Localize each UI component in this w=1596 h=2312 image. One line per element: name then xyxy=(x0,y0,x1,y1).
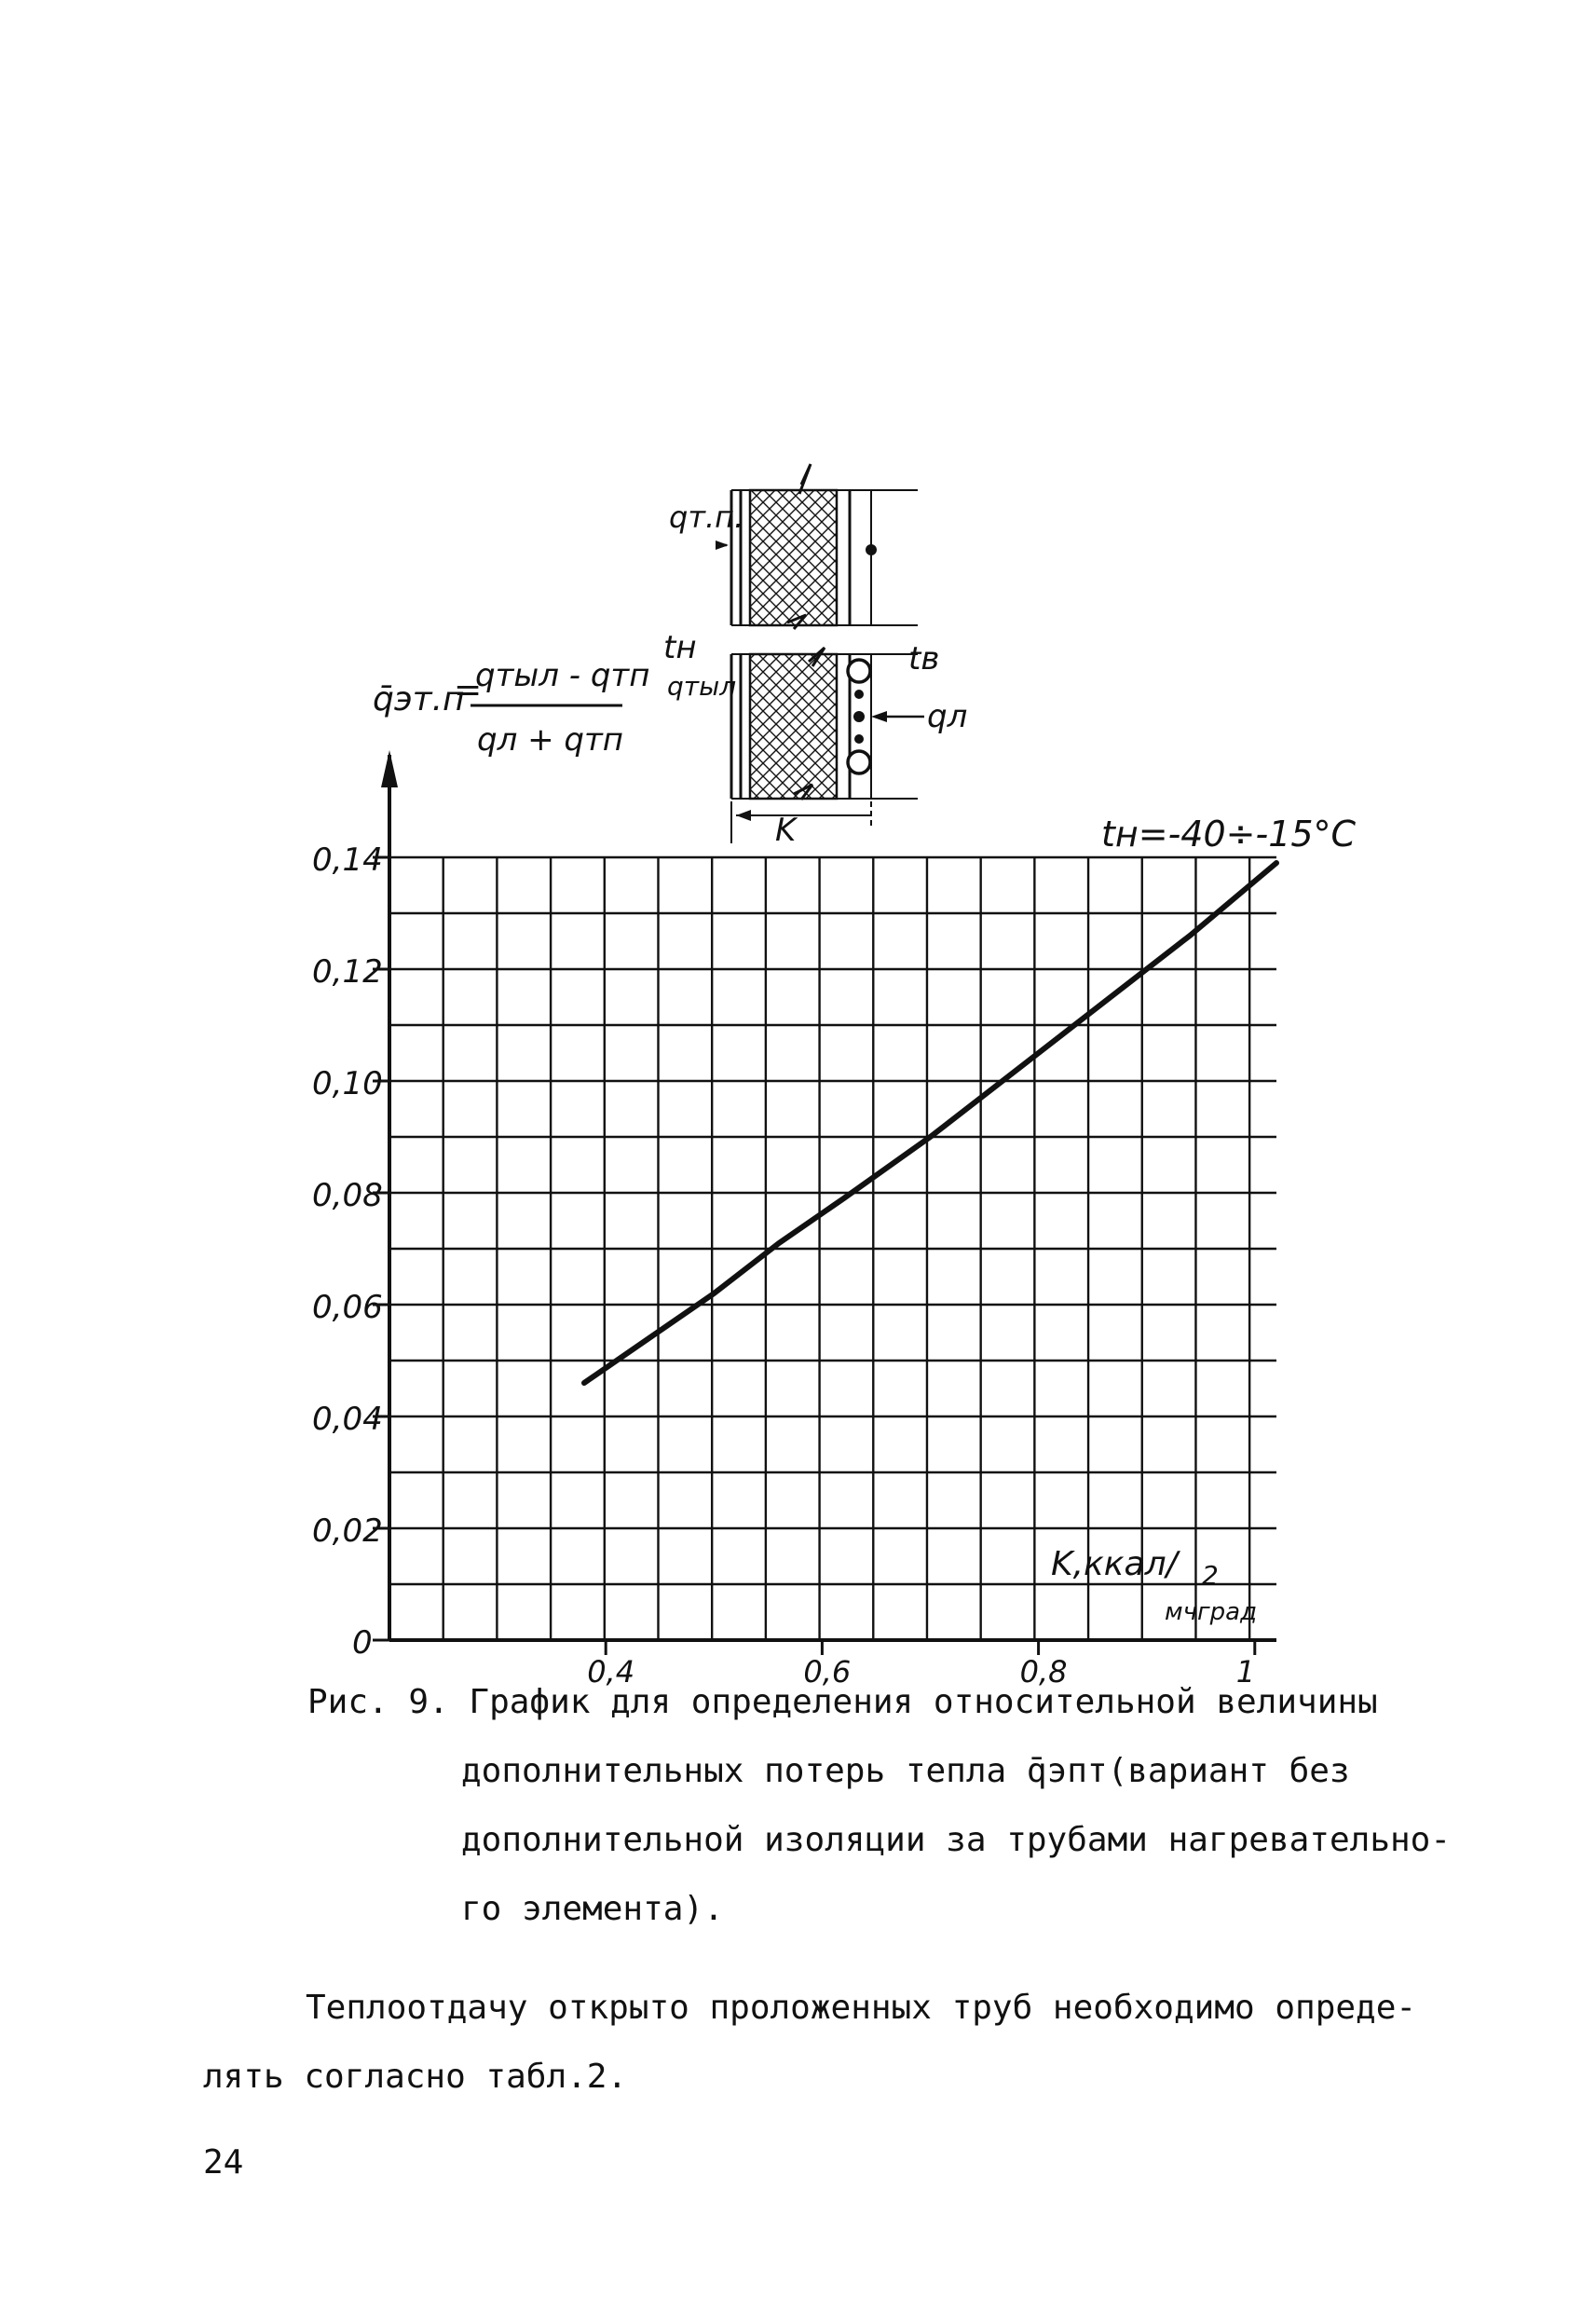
wall-diagram xyxy=(663,464,967,849)
caption-line-4: го элемента). xyxy=(461,1890,724,1928)
q-tp-label: qт.п. xyxy=(669,499,744,535)
pipe-icon xyxy=(848,660,870,682)
t-v-label: tв xyxy=(908,640,940,677)
insulation-upper xyxy=(750,490,837,625)
y-tick-label: 0,12 xyxy=(312,953,383,991)
y-tick-labels xyxy=(312,841,389,1662)
y-axis-arrow xyxy=(381,750,398,787)
formula-lhs: q̄эт.п xyxy=(373,680,465,718)
y-tick-label: 0,08 xyxy=(312,1177,383,1214)
y-tick-label: 0,14 xyxy=(312,841,383,879)
page-number: 24 xyxy=(203,2143,244,2182)
caption-line-1: Рис. 9. График для определения относительной величины xyxy=(307,1683,1378,1721)
svg-text:=: = xyxy=(454,671,483,709)
formula-numerator: qтыл - qтп xyxy=(475,657,650,694)
caption-line-3: дополнительной изоляции за трубами нагревательно- xyxy=(461,1821,1452,1859)
y-tick-label: 0,02 xyxy=(312,1512,383,1550)
formula xyxy=(373,657,649,759)
chart xyxy=(312,750,1357,1690)
y-tick-label: 0,04 xyxy=(312,1401,383,1438)
body-paragraph xyxy=(203,1974,1417,2112)
formula-denominator: qл + qтп xyxy=(477,721,624,759)
pipe-icon xyxy=(848,751,870,773)
q-l-label: qл xyxy=(927,698,968,735)
y-tick-label: 0 xyxy=(352,1624,373,1662)
t-n-label: tн xyxy=(663,629,697,666)
insulation-lower xyxy=(750,654,837,799)
x-tick-label: 1 xyxy=(1235,1654,1256,1690)
body-line-1: Теплоотдачу открыто проложенных труб необходимо опреде- xyxy=(306,1989,1417,2027)
x-axis-unit-num: 2 xyxy=(1202,1560,1219,1591)
y-tick-label: 0,06 xyxy=(312,1289,383,1326)
x-tick-label: 0,4 xyxy=(587,1654,635,1690)
y-tick-label: 0,10 xyxy=(312,1065,383,1102)
figure-caption xyxy=(307,1668,1452,1944)
x-axis-label: K,ккал/ xyxy=(1051,1545,1178,1583)
x-tick-label: 0,8 xyxy=(1019,1654,1068,1690)
x-axis-unit-den: мчград xyxy=(1165,1598,1258,1626)
caption-line-2: дополнительных потерь тепла q̄эпт(вариант без xyxy=(461,1752,1350,1790)
body-line-2: лять согласно табл.2. xyxy=(203,2058,628,2096)
curve-label: tн=-40÷-15°C xyxy=(1101,814,1357,855)
q-tyl-label: qтыл xyxy=(667,671,737,702)
x-tick-label: 0,6 xyxy=(803,1654,852,1690)
k-label: K xyxy=(775,812,797,849)
